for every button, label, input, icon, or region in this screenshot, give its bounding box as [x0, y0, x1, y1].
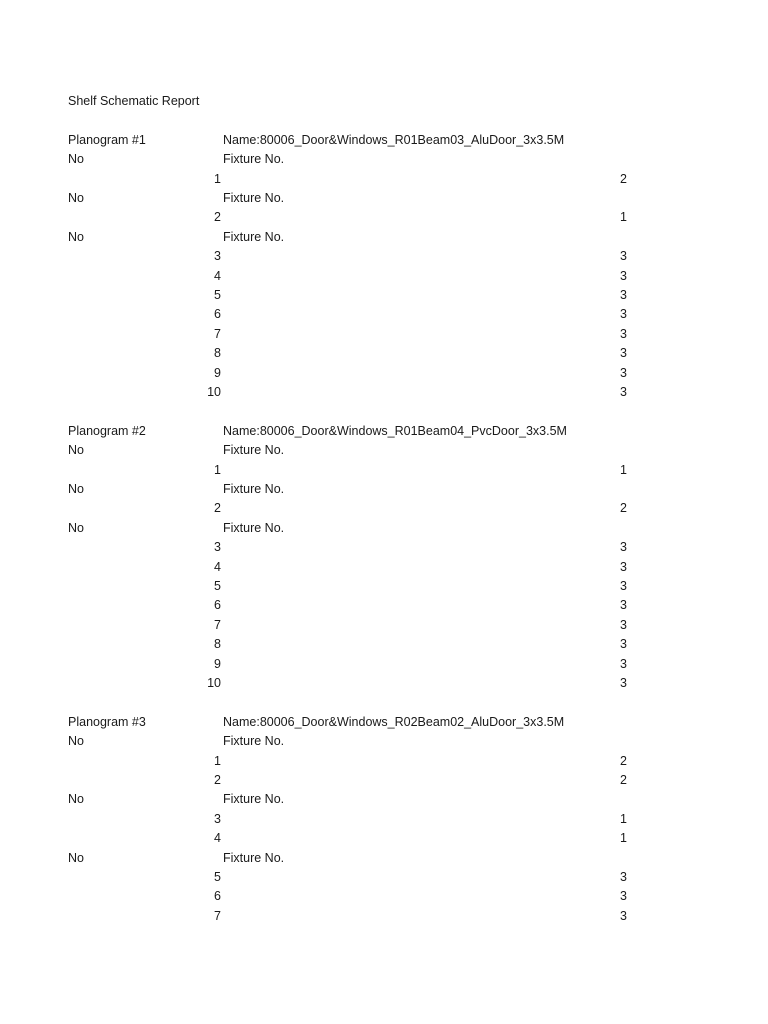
table-row	[0, 558, 768, 577]
row-number: 4	[214, 268, 221, 283]
table-row	[0, 596, 768, 615]
no-column-label: No	[68, 191, 84, 205]
row-number: 6	[214, 307, 221, 322]
fixture-number: 3	[620, 326, 627, 341]
fixture-number: 3	[620, 908, 627, 923]
fixture-number: 3	[620, 288, 627, 302]
table-row	[0, 771, 768, 790]
fixture-column-label: Fixture No.	[223, 191, 285, 205]
no-column-label: No	[68, 152, 84, 167]
row-number: 4	[214, 559, 221, 574]
row-number: 5	[214, 870, 221, 884]
table-row	[0, 267, 768, 286]
table-row	[0, 364, 768, 383]
group-header	[0, 849, 768, 868]
table-row	[0, 461, 768, 480]
fixture-number: 3	[620, 540, 627, 555]
report-title: Shelf Schematic Report	[68, 94, 200, 108]
fixture-column-label: Fixture No.	[223, 152, 285, 167]
fixture-number: 3	[620, 676, 627, 690]
row-number: 9	[214, 656, 221, 671]
table-row	[0, 499, 768, 518]
table-row	[0, 538, 768, 557]
table-row	[0, 344, 768, 363]
row-number: 8	[214, 637, 221, 652]
planogram-header	[0, 713, 768, 732]
group-header	[0, 228, 768, 247]
table-row	[0, 829, 768, 848]
table-row	[0, 286, 768, 305]
table-row	[0, 635, 768, 654]
row-number: 10	[207, 385, 221, 399]
planogram-name: Name:80006_Door&Windows_R02Beam02_AluDoor_3x3.5M	[223, 714, 565, 729]
fixture-number: 1	[620, 811, 627, 826]
fixture-number: 2	[620, 753, 627, 768]
no-column-label: No	[68, 482, 84, 496]
planogram-label: Planogram #2	[68, 423, 146, 438]
table-row	[0, 170, 768, 189]
planogram-name: Name:80006_Door&Windows_R01Beam03_AluDoor_3x3.5M	[223, 132, 565, 147]
fixture-number: 3	[620, 385, 627, 399]
row-number: 7	[214, 908, 221, 923]
table-row	[0, 674, 768, 693]
table-row	[0, 577, 768, 596]
table-row	[0, 655, 768, 674]
group-header	[0, 480, 768, 499]
table-row	[0, 907, 768, 926]
report-title-row	[0, 92, 768, 111]
row-number: 6	[214, 598, 221, 613]
fixture-column-label: Fixture No.	[223, 850, 285, 865]
row-number: 3	[214, 811, 221, 826]
table-row	[0, 305, 768, 324]
fixture-number: 3	[620, 579, 627, 593]
fixture-number: 1	[620, 210, 627, 225]
row-number: 1	[214, 171, 221, 186]
fixture-number: 3	[620, 268, 627, 283]
fixture-number: 3	[620, 249, 627, 264]
fixture-column-label: Fixture No.	[223, 520, 285, 535]
group-header	[0, 732, 768, 751]
fixture-number: 3	[620, 656, 627, 671]
row-number: 5	[214, 579, 221, 593]
row-number: 3	[214, 249, 221, 264]
fixture-number: 3	[620, 637, 627, 652]
planogram-label: Planogram #1	[68, 132, 146, 147]
row-number: 8	[214, 346, 221, 361]
fixture-number: 2	[620, 501, 627, 516]
planogram-header	[0, 131, 768, 150]
table-row	[0, 208, 768, 227]
row-number: 7	[214, 617, 221, 632]
no-column-label: No	[68, 850, 84, 865]
no-column-label: No	[68, 792, 84, 807]
row-number: 10	[207, 676, 221, 690]
fixture-number: 2	[620, 773, 627, 787]
table-row	[0, 868, 768, 887]
group-header	[0, 441, 768, 460]
fixture-column-label: Fixture No.	[223, 229, 285, 244]
group-header	[0, 790, 768, 809]
group-header	[0, 150, 768, 169]
row-number: 4	[214, 831, 221, 846]
fixture-column-label: Fixture No.	[223, 734, 285, 749]
fixture-number: 2	[620, 171, 627, 186]
table-row	[0, 752, 768, 771]
fixture-number: 3	[620, 365, 627, 380]
table-row	[0, 810, 768, 829]
row-number: 1	[214, 462, 221, 477]
no-column-label: No	[68, 734, 84, 749]
table-row	[0, 383, 768, 402]
row-number: 1	[214, 753, 221, 768]
row-number: 7	[214, 326, 221, 341]
no-column-label: No	[68, 229, 84, 244]
fixture-number: 1	[620, 462, 627, 477]
fixture-number: 3	[620, 559, 627, 574]
group-header	[0, 519, 768, 538]
fixture-column-label: Fixture No.	[223, 482, 285, 496]
row-number: 3	[214, 540, 221, 555]
row-number: 2	[214, 501, 221, 516]
table-row	[0, 616, 768, 635]
row-number: 5	[214, 288, 221, 302]
table-row	[0, 247, 768, 266]
planogram-label: Planogram #3	[68, 714, 146, 729]
row-number: 2	[214, 773, 221, 787]
fixture-column-label: Fixture No.	[223, 443, 285, 458]
fixture-column-label: Fixture No.	[223, 792, 285, 807]
fixture-number: 3	[620, 598, 627, 613]
fixture-number: 3	[620, 346, 627, 361]
fixture-number: 3	[620, 307, 627, 322]
no-column-label: No	[68, 443, 84, 458]
fixture-number: 1	[620, 831, 627, 846]
table-row	[0, 887, 768, 906]
planogram-name: Name:80006_Door&Windows_R01Beam04_PvcDoor_3x3.5M	[223, 423, 567, 438]
group-header	[0, 189, 768, 208]
fixture-number: 3	[620, 870, 627, 884]
fixture-number: 3	[620, 617, 627, 632]
fixture-number: 3	[620, 889, 627, 904]
row-number: 2	[214, 210, 221, 225]
planogram-header	[0, 422, 768, 441]
no-column-label: No	[68, 520, 84, 535]
row-number: 9	[214, 365, 221, 380]
table-row	[0, 325, 768, 344]
row-number: 6	[214, 889, 221, 904]
